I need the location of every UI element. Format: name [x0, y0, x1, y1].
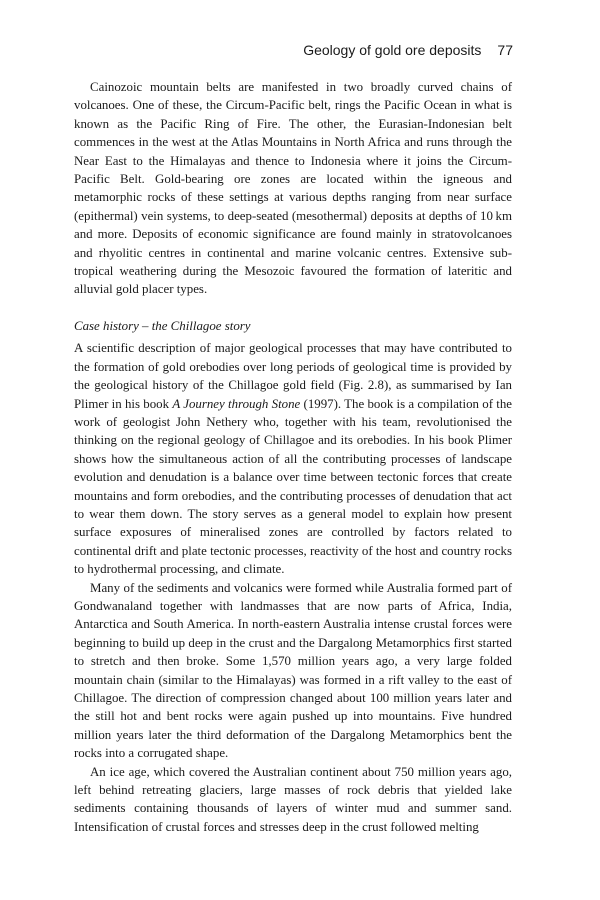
paragraph-gondwanaland: Many of the sediments and volcanics were formed while Australia formed part of Gondwanaland together with landmasses that are now parts of Africa, India, Antarctica and South America. In north-eastern Australia intense crustal forces were beginning to build up deep in the crust and the Dargalong Metamorphics first started to stretch and then broke. Some 1,570 million years ago, a very large folded mountain chain (similar to the Himalayas) was formed in a rift valley to the east of Chillagoe. The direction of compression changed about 100 million years later and the still hot and bent rocks were again pushed up into mountains. Five hundred million years later the third deformation of the Dargalong Metamorphics bent the rocks into a corrugated shape. [74, 580, 512, 761]
page-number: 77 [497, 42, 513, 58]
body-text [74, 78, 512, 836]
paragraph-cainozoic-belts: Cainozoic mountain belts are manifested in two broadly curved chains of volcanoes. One of these, the Circum-Pacific belt, rings the Pacific Ocean in what is known as the Pacific Ring of Fire. The other, the Eurasian-Indonesian belt commences in the west at the Atlas Mountains in North Africa and runs through the Near East to the Himalayas and thence to Indonesia where it joins the Circum-Pacific Belt. Gold-bearing ore zones are located within the igneous and metamorphic rocks of these settings at various depths ranging from near surface (epithermal) vein systems, to deep-seated (mesothermal) deposits at depths of 10 km and more. Deposits of economic significance are found mainly in stratovolcanoes and rhyolitic centres in continental and marine volcanic centres. Extensive sub-tropical weathering during the Mesozoic favoured the formation of lateritic and alluvial gold placer types. [74, 80, 512, 297]
section-heading: Case history – the Chillagoe story [74, 318, 251, 333]
running-head [303, 42, 513, 58]
paragraph-ice-age: An ice age, which covered the Australian continent about 750 million years ago, left behind retreating glaciers, large masses of rock debris that yielded lake sediments containing thousands of layers of winter mud and summer sand. Intensification of crustal forces and stresses deep in the crust followed melting [74, 764, 512, 834]
paragraph-text: (1997). The book is a compilation of the work of geologist John Nethery who, together with his team, revolutionised the thinking on the regional geology of Chillagoe and its orebodies. In his book Plimer shows how the simultaneous action of all the contributing processes of landscape evolution and denudation is a balance over time between tectonic forces that create mountains and form orebodies, and the contributing processes of denudation that act to wear them down. The story serves as a general model to explain how present surface exposures of mineralised zones are controlled by factors related to continental drift and plate tectonic processes, reactivity of the host and country rocks to hydrothermal processing, and climate. [74, 396, 513, 577]
paragraph-chillagoe-description [74, 339, 512, 578]
book-title: A Journey through Stone [172, 396, 301, 411]
paragraph-text: A scientific description of major geological processes that may have contributed to the formation of gold orebodies over long periods of geological time is provided by the geological history of the Chillagoe gold field (Fig. 2.8), as summarised by Ian Plimer in his book [74, 341, 512, 411]
running-head-title: Geology of gold ore deposits [303, 42, 482, 58]
